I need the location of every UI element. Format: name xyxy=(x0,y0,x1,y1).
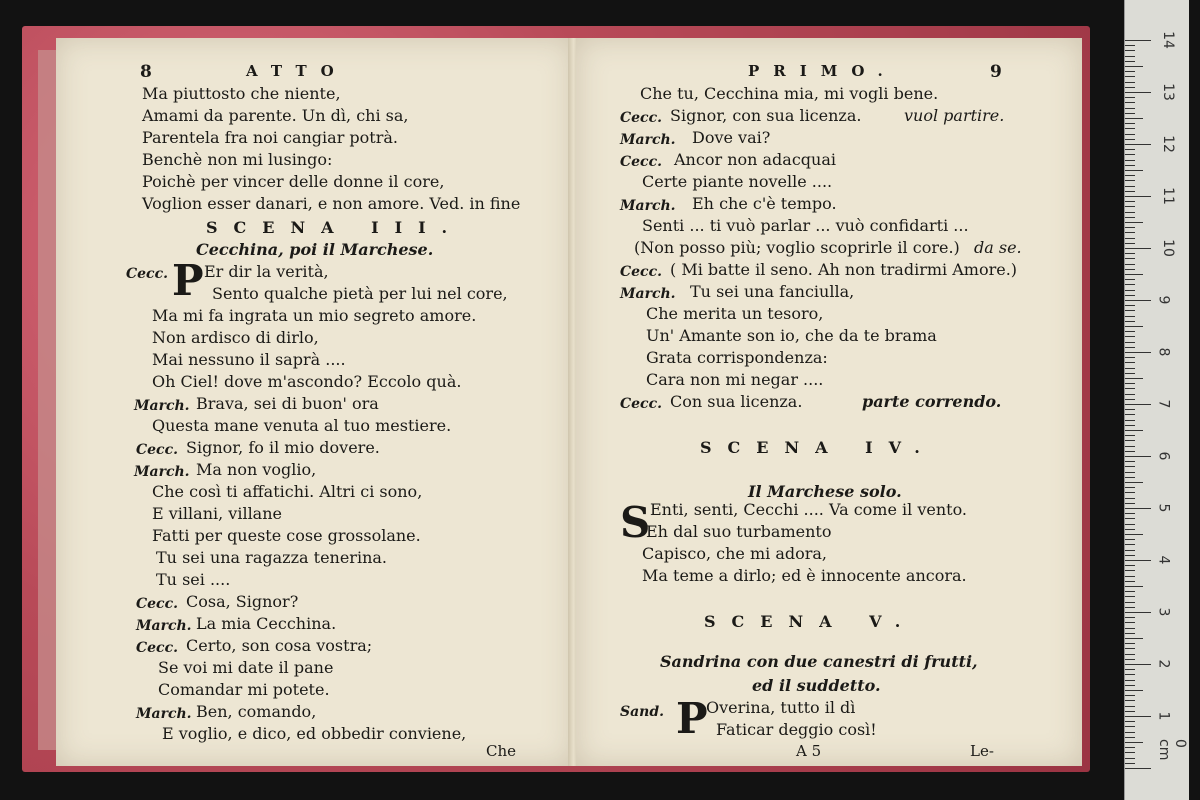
text-line: (Non posso più; voglio scoprirle il core.) xyxy=(634,238,960,257)
ruler-tick xyxy=(1125,628,1135,629)
speaker: Cecc. xyxy=(620,110,662,126)
scene-title: SCENA V. xyxy=(704,612,917,631)
ruler-tick xyxy=(1125,373,1135,374)
ruler-tick xyxy=(1125,274,1143,275)
ruler-tick xyxy=(1125,378,1143,379)
ruler-tick xyxy=(1125,50,1135,51)
speaker: Cecc. xyxy=(136,640,178,656)
ruler-tick xyxy=(1125,747,1135,748)
text-line: Che tu, Cecchina mia, mi vogli bene. xyxy=(640,84,939,103)
text-line: Brava, sei di buon' ora xyxy=(196,394,379,413)
ruler-tick xyxy=(1125,71,1135,72)
ruler-tick xyxy=(1125,342,1135,343)
ruler-tick xyxy=(1125,643,1135,644)
text-line: Questa mane venuta al tuo mestiere. xyxy=(152,416,452,435)
ruler-tick xyxy=(1125,409,1135,410)
text-line: Sento qualche pietà per lui nel core, xyxy=(212,284,508,303)
text-line: Eh dal suo turbamento xyxy=(646,522,832,541)
text-line: Faticar deggio così! xyxy=(716,720,877,739)
text-line: Mai nessuno il saprà .... xyxy=(152,350,346,369)
ruler-tick xyxy=(1125,763,1135,764)
speaker: Cecc. xyxy=(620,154,662,170)
ruler-tick xyxy=(1125,617,1135,618)
text-line: Cosa, Signor? xyxy=(186,592,299,611)
ruler-tick xyxy=(1125,92,1151,93)
text-line: E voglio, e dico, ed obbedir conviene, xyxy=(162,724,467,743)
ruler-tick xyxy=(1125,477,1135,478)
ruler-tick xyxy=(1125,253,1135,254)
ruler-tick xyxy=(1125,425,1135,426)
text-line: Poichè per vincer delle donne il core, xyxy=(142,172,445,191)
text-line: Eh che c'è tempo. xyxy=(692,194,837,213)
ruler-tick xyxy=(1125,108,1135,109)
text-line: Comandar mi potete. xyxy=(158,680,330,699)
speaker: Cecc. xyxy=(136,442,178,458)
ruler-tick xyxy=(1125,529,1135,530)
measurement-ruler xyxy=(1124,0,1189,800)
speaker: March. xyxy=(620,198,676,214)
ruler-tick xyxy=(1125,295,1135,296)
ruler-tick xyxy=(1125,40,1151,41)
drop-cap: S xyxy=(620,498,651,547)
ruler-tick xyxy=(1125,602,1135,603)
ruler-tick xyxy=(1125,659,1135,660)
text-line: Grata corrispondenza: xyxy=(646,348,828,367)
scene-title: SCENA III. xyxy=(206,218,464,237)
ruler-tick xyxy=(1125,128,1135,129)
ruler-tick xyxy=(1125,258,1135,259)
ruler-tick xyxy=(1125,149,1135,150)
running-head: ATTO xyxy=(246,62,348,80)
ruler-tick xyxy=(1125,321,1135,322)
ruler-tick xyxy=(1125,196,1151,197)
text-line: Un' Amante son io, che da te brama xyxy=(646,326,937,345)
ruler-number: 14 xyxy=(1159,31,1176,49)
ruler-tick xyxy=(1125,206,1135,207)
ruler-tick xyxy=(1125,586,1143,587)
ruler-tick xyxy=(1125,248,1151,249)
text-line: Oh Ciel! dove m'ascondo? Eccolo quà. xyxy=(152,372,462,391)
catchword: Le- xyxy=(970,742,994,760)
ruler-tick xyxy=(1125,758,1135,759)
text-line: Certo, son cosa vostra; xyxy=(186,636,373,655)
ruler-tick xyxy=(1125,269,1135,270)
ruler-tick xyxy=(1125,513,1135,514)
text-line: Signor, con sua licenza. xyxy=(670,106,862,125)
ruler-tick xyxy=(1125,555,1135,556)
ruler-tick xyxy=(1125,87,1135,88)
stage-direction: parte correndo. xyxy=(862,392,1002,411)
right-page xyxy=(576,38,1082,766)
ruler-tick xyxy=(1125,232,1135,233)
ruler-tick xyxy=(1125,700,1135,701)
speaker: Cecc. xyxy=(620,396,662,412)
ruler-tick xyxy=(1125,326,1143,327)
ruler-tick xyxy=(1125,669,1135,670)
ruler-tick xyxy=(1125,404,1151,405)
ruler-tick xyxy=(1125,113,1135,114)
text-line: Er dir la verità, xyxy=(204,262,329,281)
ruler-tick xyxy=(1125,607,1135,608)
ruler-tick xyxy=(1125,560,1151,561)
ruler-tick xyxy=(1125,690,1143,691)
text-line: Tu sei .... xyxy=(156,570,231,589)
ruler-tick xyxy=(1125,144,1151,145)
ruler-tick xyxy=(1125,394,1135,395)
text-line: Che merita un tesoro, xyxy=(646,304,824,323)
ruler-tick xyxy=(1125,56,1135,57)
text-line: Voglion esser danari, e non amore. Ved. in fine xyxy=(142,194,521,213)
stage-direction: da se. xyxy=(974,238,1022,257)
ruler-number: 6 xyxy=(1155,451,1172,461)
page-number: 9 xyxy=(990,62,1002,82)
text-line: Enti, senti, Cecchi .... Va come il vento. xyxy=(650,500,968,519)
ruler-number: 7 xyxy=(1155,399,1172,409)
ruler-tick xyxy=(1125,368,1135,369)
ruler-tick xyxy=(1125,612,1151,613)
ruler-tick xyxy=(1125,565,1135,566)
ruler-tick xyxy=(1125,170,1143,171)
left-page xyxy=(56,38,574,766)
ruler-tick xyxy=(1125,461,1135,462)
text-line: Parentela fra noi cangiar potrà. xyxy=(142,128,398,147)
ruler-tick xyxy=(1125,726,1135,727)
ruler-number: 8 xyxy=(1155,347,1172,357)
ruler-tick xyxy=(1125,622,1135,623)
ruler-tick xyxy=(1125,316,1135,317)
ruler-tick xyxy=(1125,539,1135,540)
page-number: 8 xyxy=(140,62,152,82)
ruler-tick xyxy=(1125,102,1135,103)
ruler-tick xyxy=(1125,160,1135,161)
speaker: March. xyxy=(620,132,676,148)
text-line: Benchè non mi lusingo: xyxy=(142,150,333,169)
text-line: Ma mi fa ingrata un mio segreto amore. xyxy=(152,306,477,325)
text-line: Ma piuttosto che niente, xyxy=(142,84,341,103)
scene-subtitle: Il Marchese solo. xyxy=(748,482,902,501)
ruler-tick xyxy=(1125,362,1135,363)
speaker: Cecc. xyxy=(620,264,662,280)
ruler-number: 10 xyxy=(1159,239,1176,257)
ruler-tick xyxy=(1125,466,1135,467)
ruler-tick xyxy=(1125,217,1135,218)
text-line: Tu sei una fanciulla, xyxy=(690,282,855,301)
ruler-tick xyxy=(1125,440,1135,441)
ruler-tick xyxy=(1125,357,1135,358)
ruler-unit: 0 cm xyxy=(1156,739,1188,761)
text-line: Ma non voglio, xyxy=(196,460,317,479)
signature-mark: A 5 xyxy=(796,742,822,760)
ruler-tick xyxy=(1125,336,1135,337)
drop-cap: P xyxy=(676,694,708,743)
text-line: Cara non mi negar .... xyxy=(646,370,824,389)
scene-subtitle: Cecchina, poi il Marchese. xyxy=(196,240,434,259)
ruler-tick xyxy=(1125,175,1135,176)
ruler-tick xyxy=(1125,451,1135,452)
ruler-tick xyxy=(1125,716,1151,717)
scene-subtitle: Sandrina con due canestri di frutti, xyxy=(660,652,978,671)
ruler-tick xyxy=(1125,139,1135,140)
ruler-tick xyxy=(1125,191,1135,192)
ruler-tick xyxy=(1125,742,1143,743)
speaker: March. xyxy=(134,398,190,414)
ruler-number: 1 xyxy=(1155,711,1172,721)
text-line: Non ardisco di dirlo, xyxy=(152,328,319,347)
ruler-tick xyxy=(1125,383,1135,384)
ruler-tick xyxy=(1125,279,1135,280)
ruler-number: 13 xyxy=(1159,83,1176,101)
ruler-tick xyxy=(1125,222,1143,223)
ruler-tick xyxy=(1125,524,1135,525)
ruler-tick xyxy=(1125,446,1135,447)
ruler-tick xyxy=(1125,570,1135,571)
ruler-tick xyxy=(1125,201,1135,202)
ruler-tick xyxy=(1125,534,1143,535)
ruler-number: 12 xyxy=(1159,135,1176,153)
ruler-tick xyxy=(1125,456,1151,457)
ruler-tick xyxy=(1125,243,1135,244)
ruler-tick xyxy=(1125,487,1135,488)
ruler-tick xyxy=(1125,66,1143,67)
ruler-tick xyxy=(1125,134,1135,135)
ruler-tick xyxy=(1125,300,1151,301)
speaker: Cecc. xyxy=(136,596,178,612)
text-line: ( Mi batte il seno. Ah non tradirmi Amore.) xyxy=(670,260,1018,279)
ruler-tick xyxy=(1125,518,1135,519)
ruler-number: 2 xyxy=(1155,659,1172,669)
ruler-tick xyxy=(1125,76,1135,77)
running-head: PRIMO. xyxy=(748,62,897,80)
ruler-tick xyxy=(1125,212,1135,213)
ruler-tick xyxy=(1125,732,1135,733)
ruler-number: 3 xyxy=(1155,607,1172,617)
ruler-tick xyxy=(1125,482,1143,483)
text-line: Overina, tutto il dì xyxy=(706,698,856,717)
ruler-tick xyxy=(1125,492,1135,493)
ruler-tick xyxy=(1125,550,1135,551)
speaker: March. xyxy=(136,706,192,722)
ruler-tick xyxy=(1125,430,1143,431)
ruler-tick xyxy=(1125,695,1135,696)
ruler-tick xyxy=(1125,711,1135,712)
speaker: March. xyxy=(134,464,190,480)
text-line: Certe piante novelle .... xyxy=(642,172,833,191)
text-line: Ben, comando, xyxy=(196,702,317,721)
text-line: Ma teme a dirlo; ed è innocente ancora. xyxy=(642,566,967,585)
scene-title: SCENA IV. xyxy=(700,438,936,457)
ruler-tick xyxy=(1125,737,1135,738)
speaker: March. xyxy=(620,286,676,302)
ruler-number: 5 xyxy=(1155,503,1172,513)
text-line: La mia Cecchina. xyxy=(196,614,337,633)
speaker: March. xyxy=(136,618,192,634)
ruler-number: 11 xyxy=(1159,187,1176,205)
ruler-tick xyxy=(1125,544,1135,545)
ruler-tick xyxy=(1125,680,1135,681)
ruler-tick xyxy=(1125,45,1135,46)
ruler-tick xyxy=(1125,264,1135,265)
text-line: Capisco, che mi adora, xyxy=(642,544,827,563)
ruler-tick xyxy=(1125,123,1135,124)
ruler-number: 9 xyxy=(1155,295,1172,305)
ruler-tick xyxy=(1125,648,1135,649)
catchword: Che xyxy=(486,742,517,760)
ruler-tick xyxy=(1125,638,1143,639)
ruler-tick xyxy=(1125,388,1135,389)
ruler-tick xyxy=(1125,305,1135,306)
ruler-tick xyxy=(1125,414,1135,415)
ruler-tick xyxy=(1125,435,1135,436)
ruler-tick xyxy=(1125,154,1135,155)
ruler-tick xyxy=(1125,768,1151,769)
ruler-tick xyxy=(1125,97,1135,98)
ruler-tick xyxy=(1125,503,1135,504)
speaker: Cecc. xyxy=(126,266,168,282)
text-line: Che così ti affatichi. Altri ci sono, xyxy=(152,482,423,501)
scene-subtitle: ed il suddetto. xyxy=(752,676,881,695)
ruler-tick xyxy=(1125,721,1135,722)
ruler-tick xyxy=(1125,180,1135,181)
ruler-tick xyxy=(1125,654,1135,655)
ruler-tick xyxy=(1125,290,1135,291)
ruler-tick xyxy=(1125,591,1135,592)
text-line: Con sua licenza. xyxy=(670,392,803,411)
ruler-tick xyxy=(1125,420,1135,421)
ruler-tick xyxy=(1125,674,1135,675)
text-line: Tu sei una ragazza tenerina. xyxy=(156,548,387,567)
text-line: Signor, fo il mio dovere. xyxy=(186,438,380,457)
text-line: E villani, villane xyxy=(152,504,282,523)
ruler-tick xyxy=(1125,61,1135,62)
ruler-tick xyxy=(1125,581,1135,582)
ruler-tick xyxy=(1125,498,1135,499)
ruler-tick xyxy=(1125,596,1135,597)
ruler-tick xyxy=(1125,165,1135,166)
stage-direction: vuol partire. xyxy=(904,106,1005,125)
ruler-tick xyxy=(1125,508,1151,509)
text-line: Dove vai? xyxy=(692,128,771,147)
drop-cap: P xyxy=(172,256,204,305)
ruler-tick xyxy=(1125,472,1135,473)
text-line: Se voi mi date il pane xyxy=(158,658,334,677)
text-line: Ancor non adacquai xyxy=(674,150,836,169)
ruler-tick xyxy=(1125,227,1135,228)
ruler-tick xyxy=(1125,331,1135,332)
ruler-tick xyxy=(1125,399,1135,400)
ruler-tick xyxy=(1125,706,1135,707)
speaker: Sand. xyxy=(620,704,665,720)
text-line: Amami da parente. Un dì, chi sa, xyxy=(142,106,409,125)
ruler-tick xyxy=(1125,310,1135,311)
ruler-tick xyxy=(1125,238,1135,239)
ruler-tick xyxy=(1125,186,1135,187)
ruler-tick xyxy=(1125,82,1135,83)
text-line: Senti ... ti vuò parlar ... vuò confidarti ... xyxy=(642,216,969,235)
ruler-tick xyxy=(1125,284,1135,285)
ruler-tick xyxy=(1125,576,1135,577)
ruler-tick xyxy=(1125,685,1135,686)
ruler-tick xyxy=(1125,352,1151,353)
ruler-number: 4 xyxy=(1155,555,1172,565)
ruler-tick xyxy=(1125,664,1151,665)
ruler-tick xyxy=(1125,752,1135,753)
text-line: Fatti per queste cose grossolane. xyxy=(152,526,421,545)
ruler-tick xyxy=(1125,347,1135,348)
ruler-tick xyxy=(1125,118,1143,119)
ruler-tick xyxy=(1125,633,1135,634)
